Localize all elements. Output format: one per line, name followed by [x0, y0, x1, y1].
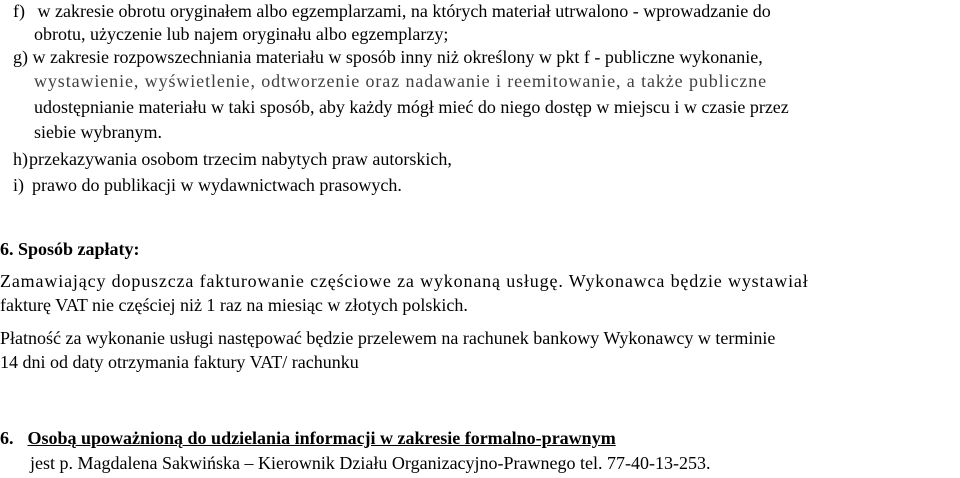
list-item-g-line3: udostępnianie materiału w taki sposób, aby każdy mógł mieć do niego dostęp w miejscu i w czasie przez	[34, 97, 789, 117]
section-heading-payment: 6. Sposób zapłaty:	[0, 239, 140, 259]
list-item-h	[13, 148, 452, 170]
list-item-g-line4: siebie wybranym.	[34, 122, 162, 142]
section-heading-contact	[0, 427, 616, 449]
list-item-f-text-line1: w zakresie obrotu oryginałem albo egzemplarzami, na których materiał utrwalono - wprowadzanie do	[37, 1, 771, 21]
payment-paragraph2-line1: Płatność za wykonanie usługi następować będzie przelewem na rachunek bankowy Wykonawcy w terminie	[0, 328, 776, 348]
list-item-g-line2: wystawienie, wyświetlenie, odtworzenie oraz nadawanie i reemitowanie, a także publiczne	[34, 71, 768, 91]
payment-paragraph1-line2: fakturę VAT nie częściej niż 1 raz na miesiąc w złotych polskich.	[0, 295, 468, 315]
section-number: 6.	[0, 428, 14, 448]
payment-paragraph2-line2: 14 dni od daty otrzymania faktury VAT/ rachunku	[0, 352, 359, 372]
list-marker-i: i)	[13, 175, 24, 195]
list-marker-h: h)	[13, 149, 28, 169]
list-item-i	[13, 174, 402, 196]
list-marker-f: f)	[13, 1, 25, 21]
list-item-i-text: prawo do publikacji w wydawnictwach prasowych.	[32, 175, 402, 195]
list-item-f-text-line2: obrotu, użyczenie lub najem oryginału albo egzemplarzy;	[34, 24, 449, 44]
list-item-f	[13, 0, 957, 22]
payment-paragraph1-line1: Zamawiający dopuszcza fakturowanie częściowe za wykonaną usługę. Wykonawca będzie wystawiał	[0, 271, 809, 291]
contact-person-line: jest p. Magdalena Sakwińska – Kierownik Działu Organizacyjno-Prawnego tel. 77-40-13-253.	[30, 453, 711, 473]
list-item-g-line1: g) w zakresie rozpowszechniania materiału w sposób inny niż określony w pkt f - publiczne wykonanie,	[13, 47, 763, 67]
contact-heading-text: Osobą upoważnioną do udzielania informacji w zakresie formalno-prawnym	[27, 428, 616, 448]
list-item-h-text: przekazywania osobom trzecim nabytych praw autorskich,	[29, 149, 452, 169]
